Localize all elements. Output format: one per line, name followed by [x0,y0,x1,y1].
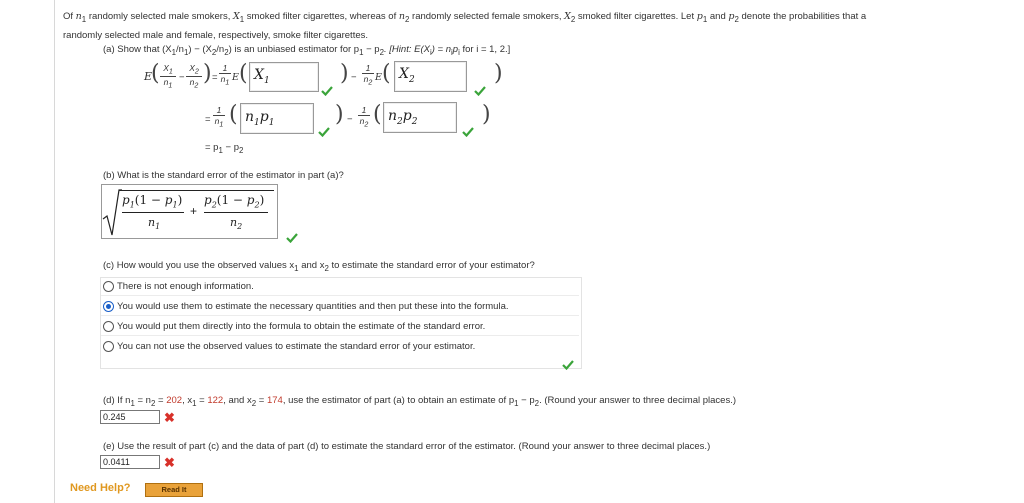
close-paren: ) [482,102,491,127]
divider [101,315,579,316]
equals-sign: = [205,114,211,125]
minus-sign: − [347,114,353,125]
answer-box-x2[interactable]: $X_2$ [394,61,467,92]
fraction-1-n2: $\frac{1}{n_2}$ [363,63,373,87]
read-it-button[interactable]: Read It [145,483,203,497]
se-numerator-2: $p_2(1 - p_2)$ [204,193,265,210]
incorrect-x-icon: ✖ [164,455,175,470]
answer-box-standard-error[interactable] [101,184,278,239]
radio-option-1[interactable] [103,281,114,292]
correct-check-icon [321,86,333,96]
part-b-prompt: (b) What is the standard error of the estimator in part (a)? [103,170,344,181]
plus-sign: + [190,204,198,218]
answer-box-n2p2[interactable]: $n_2p_2$ [383,102,457,133]
option-label-2: You would use them to estimate the necessary quantities and then put these into the formula. [117,301,509,312]
divider [101,335,579,336]
open-paren: ( [373,102,382,127]
part-c-prompt: (c) How would you use the observed values $x_1$ and $x_2$ to estimate the standard error of your estimator? [103,260,535,273]
divider [101,295,579,296]
fraction-1-n1: $\frac{1}{n_1}$ [214,105,224,129]
close-paren: ) [335,102,344,127]
answer-input-part-e[interactable]: 0.0411 [100,455,160,469]
x1-value: 122 [207,395,224,406]
close-paren: ) [203,61,212,86]
se-denominator-1: $n_1$ [148,216,161,232]
correct-check-icon [474,86,486,96]
correct-check-icon [286,233,298,243]
square-root-icon [102,187,122,237]
open-paren: ( [382,61,391,86]
fraction-x2-n2: $\frac{X_2}{n_2}$ [186,63,202,89]
open-paren: ( [229,102,238,127]
answer-box-x1[interactable]: $X_1$ [249,62,319,92]
fraction-x1-n1: $\frac{X_1}{n_1}$ [160,63,176,89]
open-paren: ( [151,61,160,86]
radio-option-2-selected[interactable] [103,301,114,312]
se-numerator-1: $p_1(1 - p_1)$ [122,193,183,210]
equals-sign: = [212,72,218,83]
option-label-1: There is not enough information. [117,281,254,292]
expectation-symbol: E [144,70,153,83]
minus-sign: − [179,72,185,83]
minus-sign: − [351,72,357,83]
incorrect-x-icon: ✖ [164,410,175,425]
close-paren: ) [494,61,503,86]
fraction-1-n1: $\frac{1}{n_1}$ [220,63,230,87]
close-paren: ) [340,61,349,86]
correct-check-icon [318,127,330,137]
correct-check-icon [562,360,574,370]
part-d-prompt: (d) If $n_1 = n_2 = 202$, $x_1 = 122$, and $x_2 = 174$, use the estimator of part (a) to obtain an estimate of $p_1 - p_2$. (Round your answer to three decimal places.) [103,395,737,408]
option-label-4: You can not use the observed values to estimate the standard error of your estimator. [117,341,476,352]
part-a-prompt: (a) Show that $(X_1/n_1) - (X_2/n_2)$ is an unbiased estimator for $p_1 - p_2$. [Hint: $E(X_i) = n_ip_i$ for i = 1, 2.] [103,44,511,57]
part-e-prompt: (e) Use the result of part (c) and the data of part (d) to estimate the standard error of the estimator. (Round your answer to three decimal places.) [103,441,711,452]
se-denominator-2: $n_2$ [230,216,243,232]
problem-statement: Of $n_1$ randomly selected male smokers, $X_1$ smoked filter cigarettes, whereas of $n_2$ randomly selected female smokers, $X_2$ smoked filter cigarettes. Let $p_1$ and $p_2$ denote the probabilities that a randomly selected male and female, respectively, smoke filter cigarettes. [63,11,867,41]
option-label-3: You would put them directly into the formula to obtain the estimate of the standard error. [117,321,486,332]
answer-box-n1p1[interactable]: $n_1p_1$ [240,103,314,134]
answer-input-part-d[interactable]: 0.245 [100,410,160,424]
expectation-symbol: E [375,72,382,83]
need-help-label: Need Help? [70,482,131,494]
x2-value: 174 [266,395,283,406]
part-a-result: = $p_1 - p_2$ [205,142,244,155]
n-value: 202 [166,395,183,406]
fraction-1-n2: $\frac{1}{n_2}$ [359,105,369,129]
open-paren: ( [239,61,248,86]
expectation-symbol: E [232,72,239,83]
correct-check-icon [462,127,474,137]
radio-option-3[interactable] [103,321,114,332]
radio-option-4[interactable] [103,341,114,352]
